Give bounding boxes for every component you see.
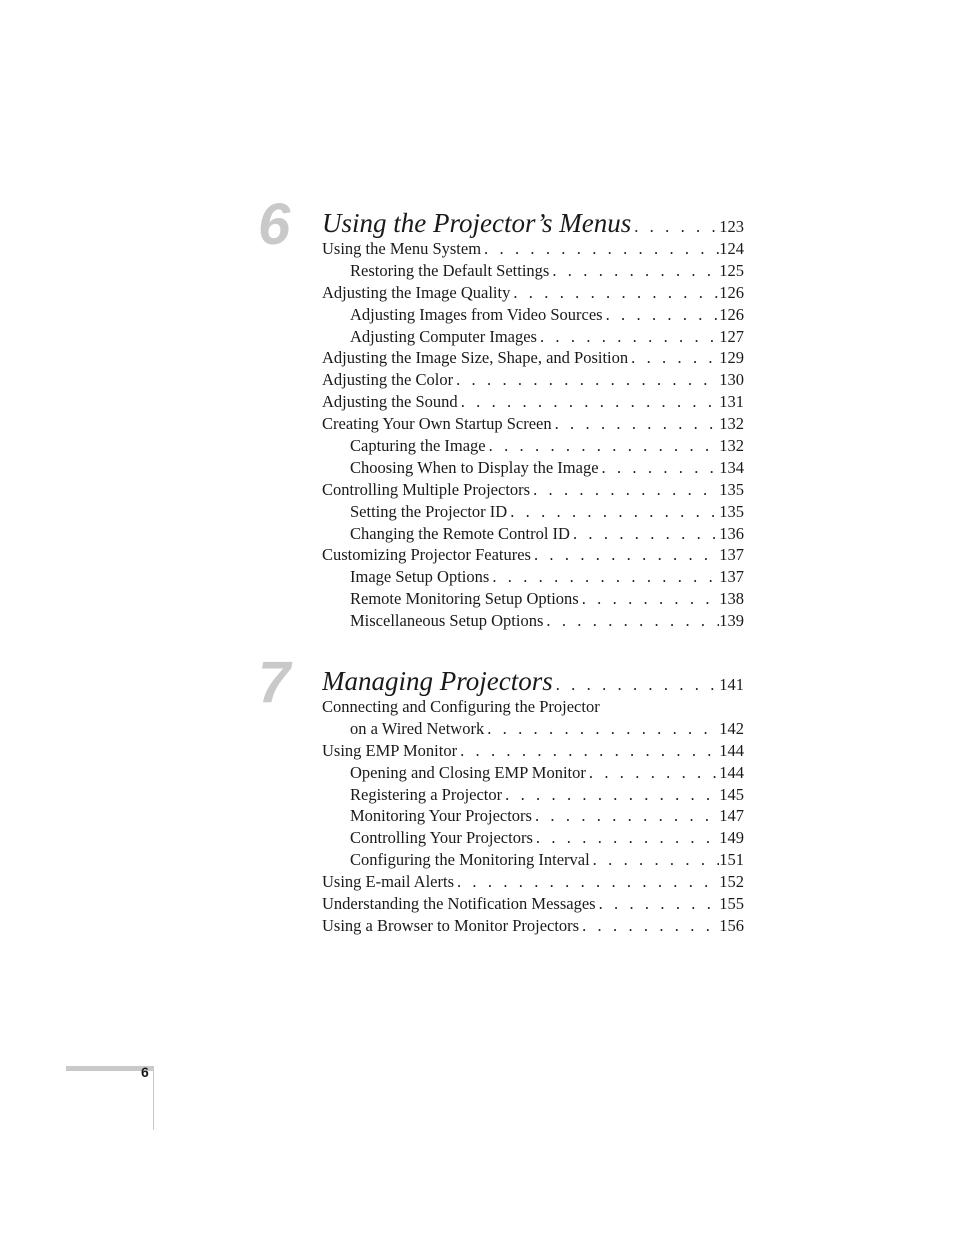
toc-entry-page: 147 [719,806,744,826]
toc-entry-label: Controlling Your Projectors [350,828,533,848]
chapter-page: 123 [719,217,744,236]
toc-entry-label: Choosing When to Display the Image [350,457,599,477]
toc-entry-label: Using a Browser to Monitor Projectors [322,915,580,935]
toc-entry-page: 132 [719,414,744,434]
toc-entries [322,696,744,937]
toc-entry-page: 127 [719,326,744,346]
toc-entry-page: 138 [719,589,744,609]
toc-entry-page: 124 [719,239,744,258]
leader-dots [537,326,719,348]
leader-dots [552,413,720,435]
toc-entry-page: 137 [719,545,744,565]
toc-entry-page: 136 [719,523,744,543]
leader-dots [549,260,719,282]
leader-dots [458,391,720,413]
chapter-title-row[interactable] [322,666,744,696]
leader-dots [543,610,719,632]
toc-entry[interactable] [322,871,744,893]
toc-entry[interactable] [322,479,744,501]
leader-dots [531,544,719,566]
leader-dots [570,523,719,545]
leader-dots [481,238,719,260]
toc-entry-page: 155 [719,894,744,914]
leader-dots [510,282,719,304]
toc-entry-label: Restoring the Default Settings [350,260,550,280]
toc-entry-label: on a Wired Network [350,718,485,738]
toc-entry[interactable] [322,457,744,479]
toc-entry[interactable] [322,326,744,348]
toc-entry[interactable] [322,588,744,610]
toc-entry[interactable] [322,523,744,545]
leader-dots [586,762,719,784]
toc-entry[interactable] [322,260,744,282]
toc-entry-page: 137 [719,567,744,587]
toc-entry-page: 129 [719,348,744,368]
leader-dots [486,435,720,457]
leader-dots [553,670,720,696]
toc-entry-label: Adjusting the Sound [322,392,458,412]
toc-entry-label: Opening and Closing EMP Monitor [350,762,586,782]
chapter-title-row[interactable] [322,208,744,238]
leader-dots [502,784,719,806]
toc-entry-page: 135 [719,479,744,499]
toc-entry-page: 151 [719,850,744,870]
toc-entry-label: Remote Monitoring Setup Options [350,589,579,609]
toc-entry-label: Customizing Projector Features [322,545,531,565]
leader-dots [628,347,719,369]
toc-entry-label: Adjusting the Color [322,370,454,390]
toc-entry-page: 135 [719,501,744,521]
toc-entry[interactable] [322,762,744,784]
toc-entry[interactable] [322,544,744,566]
page-number: 6 [141,1064,149,1080]
leader-dots [579,588,720,610]
leader-dots [484,718,719,740]
toc-entry[interactable] [322,784,744,806]
toc-entry-label: Connecting and Configuring the Projector [322,697,600,716]
toc-entry-page: 131 [719,392,744,412]
toc-entry[interactable] [322,435,744,457]
toc-entry[interactable] [322,718,744,740]
toc-entry-page: 125 [719,260,744,280]
toc-entry-page: 144 [719,762,744,782]
toc-entry-page: 126 [719,304,744,324]
chapter-number: 6 [258,192,291,257]
toc-entry[interactable] [322,915,744,937]
leader-dots [579,915,719,937]
toc-entry-label: Adjusting Computer Images [350,326,537,346]
toc-entry-page: 134 [719,457,744,477]
leader-dots [530,479,719,501]
toc-entries [322,238,744,632]
toc-entry-label: Setting the Projector ID [350,501,508,521]
toc-entry[interactable] [322,805,744,827]
toc-entry[interactable] [322,413,744,435]
toc-entry[interactable] [322,369,744,391]
leader-dots [596,893,720,915]
toc-entry-page: 132 [719,436,744,456]
leader-dots [533,827,719,849]
leader-dots [532,805,719,827]
toc-entry-label: Adjusting the Image Size, Shape, and Position [322,348,629,368]
toc-entry[interactable] [322,238,744,260]
toc-entry-label: Creating Your Own Startup Screen [322,414,552,434]
toc-entry-label: Using the Menu System [322,239,482,258]
toc-entry-page: 145 [719,784,744,804]
toc-entry-page: 144 [719,740,744,760]
leader-dots [453,369,719,391]
toc-entry-label: Using EMP Monitor [322,740,458,760]
toc-entry-label: Adjusting the Image Quality [322,282,511,302]
toc-entry-label: Monitoring Your Projectors [350,806,532,826]
toc-entry-page: 142 [719,718,744,738]
toc-entry[interactable] [322,893,744,915]
toc-entry[interactable] [322,282,744,304]
chapter-title: Using the Projector’s Menus [322,208,632,238]
toc-entry[interactable] [322,347,744,369]
chapter-7 [258,650,744,937]
toc-entry[interactable] [322,501,744,523]
toc-entry-page: 126 [719,282,744,302]
toc-entry[interactable] [322,566,744,588]
toc-entry-label: Controlling Multiple Projectors [322,479,531,499]
toc-entry-page: 156 [719,915,744,935]
toc-entry[interactable] [322,304,744,326]
leader-dots [454,871,719,893]
leader-dots [489,566,719,588]
toc-entry[interactable] [322,849,744,871]
chapter-page: 141 [719,675,744,694]
toc-entry-label: Changing the Remote Control ID [350,523,570,543]
leader-dots [590,849,720,871]
toc-entry-label: Understanding the Notification Messages [322,894,596,914]
leader-dots [507,501,719,523]
toc-entry[interactable] [322,740,744,762]
toc-entry-page: 149 [719,828,744,848]
footer-rule [153,1066,154,1130]
toc-entry[interactable] [322,610,744,632]
toc-entry-label: Miscellaneous Setup Options [350,611,544,631]
toc-entry-page: 139 [719,611,744,631]
leader-dots [631,212,719,238]
toc-entry-page: 130 [719,370,744,390]
leader-dots [457,740,719,762]
toc-entry[interactable] [322,696,744,718]
chapter-number: 7 [258,650,291,715]
toc-entry[interactable] [322,827,744,849]
toc-entry-label: Configuring the Monitoring Interval [350,850,590,870]
toc-entry-label: Capturing the Image [350,436,486,456]
leader-dots [603,304,720,326]
toc-entry-label: Adjusting Images from Video Sources [350,304,603,324]
toc-entry-label: Image Setup Options [350,567,490,587]
toc-entry[interactable] [322,391,744,413]
toc-entry-page: 152 [719,872,744,892]
toc-entry-label: Using E-mail Alerts [322,872,454,892]
leader-dots [599,457,720,479]
chapter-title: Managing Projectors [322,666,553,696]
chapter-6 [258,192,744,632]
toc-entry-label: Registering a Projector [350,784,503,804]
